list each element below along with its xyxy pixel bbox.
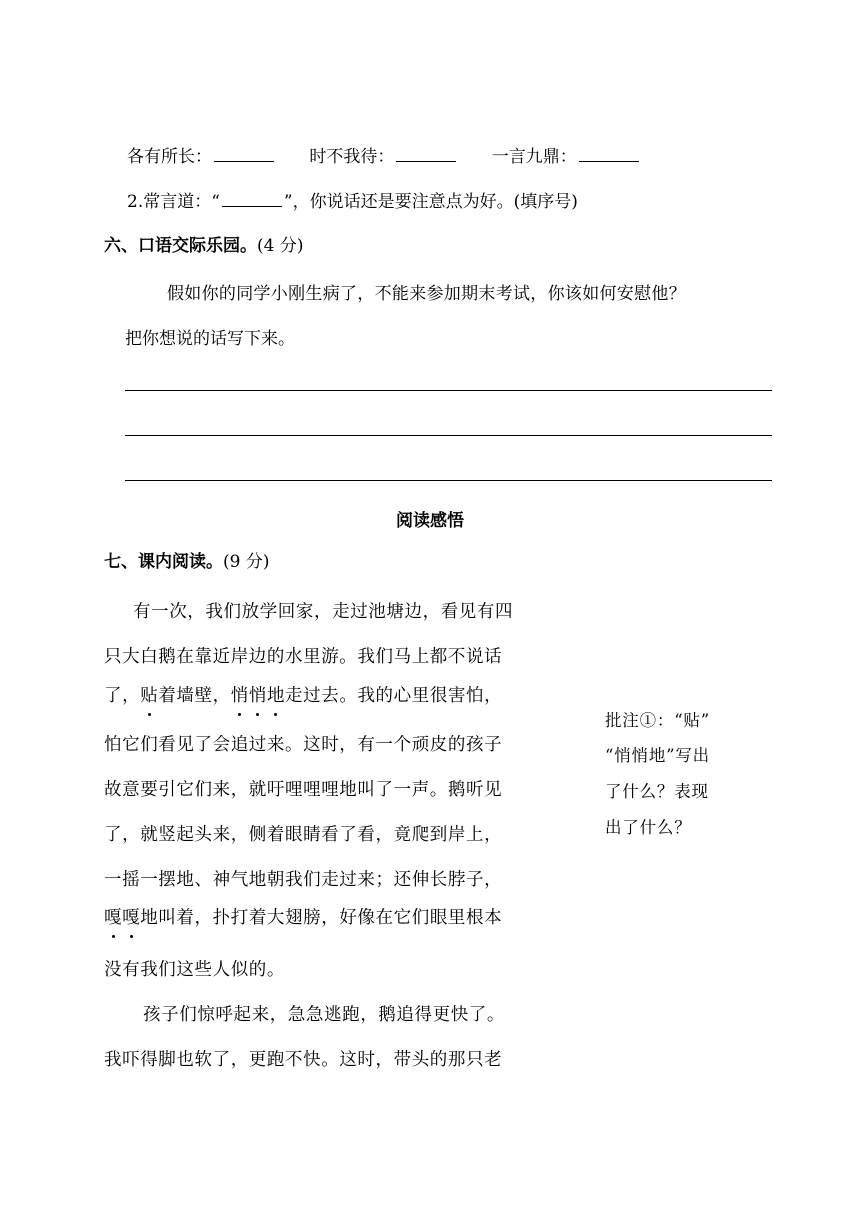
- passage-line: [104, 682, 502, 707]
- section-title: 七、课内阅读。: [104, 552, 223, 572]
- passage-line: [104, 904, 502, 929]
- writing-line[interactable]: [125, 480, 772, 481]
- writing-line[interactable]: [125, 435, 772, 436]
- annotation-line: 出了什么？: [605, 818, 692, 837]
- emphasis-char: 悄: [231, 682, 249, 707]
- emphasis-char: 嘎: [104, 904, 122, 929]
- idiom-label: 各有所长：: [127, 147, 212, 167]
- passage-line: 一摇一摆地、神气地朝我们走过来；还伸长脖子，: [104, 870, 503, 890]
- passage-text: 了，: [104, 686, 141, 706]
- section-7-heading: [104, 550, 269, 574]
- passage-text: 着墙壁，: [158, 686, 231, 706]
- annotation-line: 了什么？表现: [605, 782, 709, 801]
- passage-text: 走过去。我的心里很害怕，: [285, 686, 503, 706]
- emphasis-char: 嘎: [122, 904, 140, 929]
- passage-line: 孩子们惊呼起来，急急逃跑，鹅追得更快了。: [143, 1005, 505, 1025]
- idiom-item: [127, 147, 276, 167]
- idioms-line: [127, 145, 641, 169]
- answer-blank[interactable]: [214, 145, 274, 162]
- emphasis-dotted-text: [104, 908, 140, 928]
- passage-line: 怕它们看见了会追过来。这时，有一个顽皮的孩子: [104, 735, 503, 755]
- passage-line: 故意要引它们来，就吁哩哩哩地叫了一声。鹅听见: [104, 780, 503, 800]
- section-title: 六、口语交际乐园。: [104, 236, 257, 256]
- question-text: 2.常言道：“: [127, 192, 220, 212]
- idiom-item: [492, 147, 641, 167]
- idiom-item: [309, 147, 458, 167]
- emphasis-dotted-text: [231, 686, 285, 706]
- answer-blank[interactable]: [222, 190, 282, 207]
- section-6-heading: [104, 234, 303, 258]
- answer-blank[interactable]: [396, 145, 456, 162]
- section-6-prompt: 把你想说的话写下来。: [125, 329, 295, 349]
- passage-line: 没有我们这些人似的。: [104, 960, 285, 980]
- emphasis-dotted-text: 贴: [140, 682, 158, 707]
- writing-line[interactable]: [125, 390, 772, 391]
- question-text: ”，你说话还是要注意点为好。(填序号): [283, 192, 578, 212]
- emphasis-char: 悄: [249, 682, 267, 707]
- section-points: (9 分): [223, 552, 270, 572]
- section-points: (4 分): [257, 236, 304, 256]
- passage-line: 了，就竖起头来，侧着眼睛看了看，竟爬到岸上，: [104, 825, 503, 845]
- emphasis-char: 地: [267, 682, 285, 707]
- reading-section-header: 阅读感悟: [396, 511, 464, 531]
- annotation-line: 批注①：“贴”: [605, 711, 710, 730]
- passage-line: 我吓得脚也软了，更跑不快。这时，带头的那只老: [104, 1050, 503, 1070]
- idiom-label: 一言九鼎：: [491, 147, 577, 167]
- passage-line: 只大白鹅在靠近岸边的水里游。我们马上都不说话: [104, 647, 503, 667]
- passage-text: 地叫着，扑打着大翅膀，好像在它们眼里根本: [140, 908, 503, 928]
- annotation-line: “悄悄地”写出: [605, 746, 710, 765]
- answer-blank[interactable]: [579, 145, 639, 162]
- section-6-prompt: 假如你的同学小刚生病了，不能来参加期末考试，你该如何安慰他？: [167, 284, 686, 304]
- passage-line: 有一次，我们放学回家，走过池塘边，看见有四: [133, 602, 514, 622]
- idiom-label: 时不我待：: [309, 147, 395, 167]
- question-2: [127, 190, 578, 214]
